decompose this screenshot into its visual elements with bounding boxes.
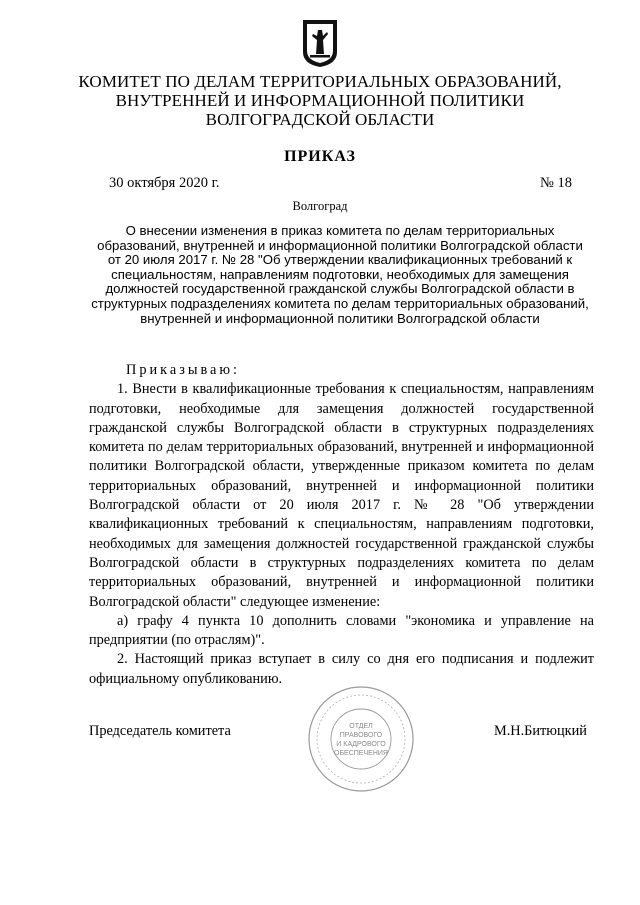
document-city: Волгоград: [292, 199, 348, 213]
stamp-line-3: И КАДРОВОГО: [336, 741, 386, 748]
item-2: 2. Настоящий приказ вступает в силу со дня его подписания и подлежит официальному опубликованию.: [89, 651, 594, 687]
order-word: Приказываю:: [126, 362, 241, 378]
document-type: ПРИКАЗ: [284, 148, 356, 165]
document-date: 30 октября 2020 г.: [109, 175, 220, 191]
official-stamp-icon: [306, 684, 416, 794]
item-1a: а) графу 4 пункта 10 дополнить словами "экономика и управление на предприятии (по отраслям)".: [89, 612, 594, 649]
stamp-line-2: ПРАВОВОГО: [339, 732, 383, 739]
signatory-position: Председатель комитета: [89, 723, 231, 739]
document-subject: О внесении изменения в приказ комитета по делам территориальных образований, внутренней и информационной политики Волгоградской области от 20 июля 2017 г. № 28 "Об утверждении квалификационных требований к специальностям, направлениям подготовки, необходимых для замещения должностей государственной гражданской службы Волгоградской области в структурных подразделениях комитета по делам территориальных образований, внутренней и информационной политики Волгоградской области: [91, 223, 589, 326]
stamp-line-4: ОБЕСПЕЧЕНИЯ: [334, 750, 388, 757]
item-1: 1. Внести в квалификационные требования к специальностям, направлениям подготовки, необходимые для замещения должностей государственной гражданской службы Волгоградской области в структурных подразделениях комитета по делам территориальных образований, внутренней и информационной политики Волгоградской области, утвержденные приказом комитета по делам территориальных образований, внутренней и информационной политики Волгоградской области от 20 июля 2017 г. № 28 "Об утверждении квалификационных требований к специальностям, направлениям подготовки, необходимых для замещения должностей государственной гражданской службы Волгоградской области в структурных подразделениях комитета по делам территориальных образований, внутренней и информационной политики Волгоградской области" следующее изменение:: [89, 381, 594, 610]
organization-name: КОМИТЕТ ПО ДЕЛАМ ТЕРРИТОРИАЛЬНЫХ ОБРАЗОВАНИЙ, ВНУТРЕННЕЙ И ИНФОРМАЦИОННОЙ ПОЛИТИКИ ВОЛГОГРАДСКОЙ ОБЛАСТИ: [78, 72, 562, 129]
document-number: № 18: [540, 175, 572, 191]
signatory-name: М.Н.Битюцкий: [494, 723, 587, 739]
document-body: [89, 361, 594, 689]
coat-of-arms-icon: [301, 18, 339, 68]
stamp-line-1: ОТДЕЛ: [349, 723, 373, 730]
